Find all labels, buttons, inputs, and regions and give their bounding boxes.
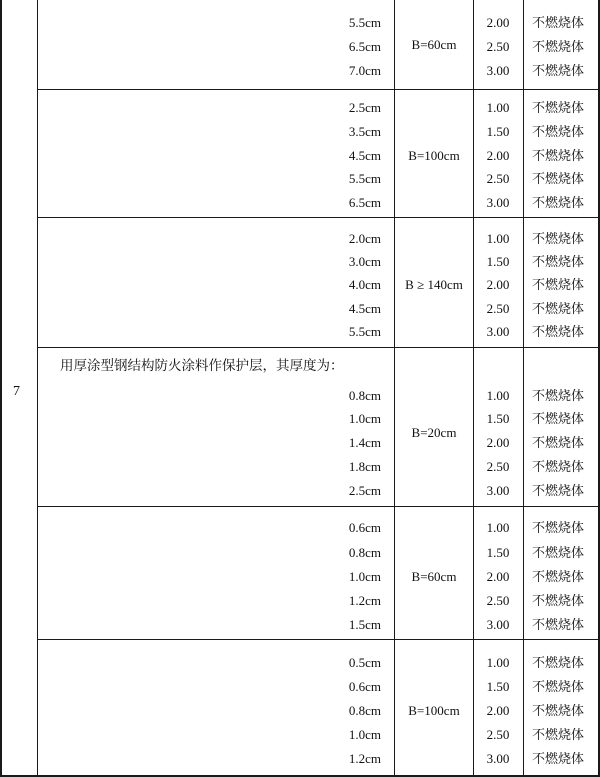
fire-limit-hours: 2.50: [486, 171, 510, 186]
thickness-value: 0.8cm: [348, 545, 381, 560]
thickness-value: 1.5cm: [348, 617, 381, 632]
width-label: B=20cm: [411, 425, 457, 440]
thickness-value: 5.5cm: [348, 15, 381, 30]
fire-limit-hours: 2.00: [486, 435, 510, 450]
table-divider-limit: [523, 0, 524, 777]
component-class: 不燃烧体: [532, 324, 585, 339]
thickness-value: 7.0cm: [348, 63, 381, 78]
component-class: 不燃烧体: [532, 124, 585, 139]
component-class: 不燃烧体: [532, 545, 585, 560]
component-class: 不燃烧体: [532, 63, 585, 78]
component-class: 不燃烧体: [532, 617, 585, 632]
fire-limit-hours: 2.50: [486, 593, 510, 608]
component-class: 不燃烧体: [532, 520, 585, 535]
thickness-value: 1.0cm: [348, 411, 381, 426]
fire-limit-hours: 2.00: [486, 15, 510, 30]
thickness-value: 2.0cm: [348, 231, 381, 246]
thickness-value: 1.2cm: [348, 593, 381, 608]
thickness-value: 0.8cm: [348, 388, 381, 403]
fire-limit-hours: 3.00: [486, 195, 510, 210]
component-class: 不燃烧体: [532, 435, 585, 450]
group-divider: [37, 89, 600, 90]
width-label: B=60cm: [411, 37, 457, 52]
fire-limit-hours: 2.50: [486, 39, 510, 54]
component-class: 不燃烧体: [532, 655, 585, 670]
fire-limit-hours: 3.00: [486, 63, 510, 78]
component-class: 不燃烧体: [532, 39, 585, 54]
fire-limit-hours: 1.00: [486, 100, 510, 115]
component-class: 不燃烧体: [532, 569, 585, 584]
thickness-value: 5.5cm: [348, 324, 381, 339]
thickness-value: 3.0cm: [348, 254, 381, 269]
component-class: 不燃烧体: [532, 195, 585, 210]
component-class: 不燃烧体: [532, 388, 585, 403]
component-class: 不燃烧体: [532, 459, 585, 474]
group-intro: 用厚涂型钢结构防火涂料作保护层，其厚度为：: [60, 358, 344, 373]
thickness-value: 5.5cm: [348, 171, 381, 186]
group-divider: [37, 639, 600, 640]
thickness-value: 3.5cm: [348, 124, 381, 139]
fire-limit-hours: 1.50: [486, 679, 510, 694]
thickness-value: 4.5cm: [348, 148, 381, 163]
width-label: B=60cm: [411, 569, 457, 584]
width-label: B=100cm: [408, 703, 460, 718]
component-class: 不燃烧体: [532, 751, 585, 766]
component-class: 不燃烧体: [532, 301, 585, 316]
fire-limit-hours: 3.00: [486, 617, 510, 632]
group-divider: [37, 506, 600, 507]
thickness-value: 2.5cm: [348, 483, 381, 498]
thickness-value: 4.0cm: [348, 277, 381, 292]
component-class: 不燃烧体: [532, 679, 585, 694]
thickness-value: 1.2cm: [348, 751, 381, 766]
fire-limit-hours: 2.00: [486, 148, 510, 163]
group-divider: [37, 217, 600, 218]
thickness-value: 1.8cm: [348, 459, 381, 474]
component-class: 不燃烧体: [532, 411, 585, 426]
component-class: 不燃烧体: [532, 231, 585, 246]
thickness-value: 4.5cm: [348, 301, 381, 316]
thickness-value: 0.5cm: [348, 655, 381, 670]
fire-limit-hours: 2.50: [486, 727, 510, 742]
component-class: 不燃烧体: [532, 171, 585, 186]
width-label: B=100cm: [408, 148, 460, 163]
component-class: 不燃烧体: [532, 727, 585, 742]
fire-limit-hours: 1.50: [486, 411, 510, 426]
thickness-value: 1.0cm: [348, 569, 381, 584]
fire-limit-hours: 1.00: [486, 520, 510, 535]
fire-limit-hours: 1.00: [486, 231, 510, 246]
fire-limit-hours: 2.00: [486, 277, 510, 292]
component-class: 不燃烧体: [532, 483, 585, 498]
thickness-value: 0.6cm: [348, 520, 381, 535]
thickness-value: 0.6cm: [348, 679, 381, 694]
thickness-value: 0.8cm: [348, 703, 381, 718]
component-class: 不燃烧体: [532, 100, 585, 115]
group-divider: [37, 347, 600, 348]
component-class: 不燃烧体: [532, 593, 585, 608]
component-class: 不燃烧体: [532, 703, 585, 718]
component-class: 不燃烧体: [532, 277, 585, 292]
fire-limit-hours: 1.50: [486, 254, 510, 269]
component-class: 不燃烧体: [532, 254, 585, 269]
fire-limit-hours: 3.00: [486, 324, 510, 339]
fire-limit-hours: 3.00: [486, 483, 510, 498]
thickness-value: 1.4cm: [348, 435, 381, 450]
table-divider-width-left: [394, 0, 395, 777]
fire-limit-hours: 3.00: [486, 751, 510, 766]
fire-limit-hours: 1.00: [486, 655, 510, 670]
thickness-value: 2.5cm: [348, 100, 381, 115]
fire-limit-hours: 2.00: [486, 569, 510, 584]
thickness-value: 6.5cm: [348, 39, 381, 54]
fire-limit-hours: 2.50: [486, 459, 510, 474]
component-class: 不燃烧体: [532, 148, 585, 163]
fire-limit-hours: 2.00: [486, 703, 510, 718]
fire-limit-hours: 2.50: [486, 301, 510, 316]
fire-limit-hours: 1.00: [486, 388, 510, 403]
table-border-left: [0, 0, 2, 777]
thickness-value: 1.0cm: [348, 727, 381, 742]
thickness-value: 6.5cm: [348, 195, 381, 210]
table-divider-number-column: [37, 0, 38, 777]
width-label: B ≥ 140cm: [405, 277, 463, 292]
fire-limit-hours: 1.50: [486, 545, 510, 560]
table-divider-width-right: [473, 0, 474, 777]
component-class: 不燃烧体: [532, 15, 585, 30]
fire-limit-hours: 1.50: [486, 124, 510, 139]
row-number: 7: [13, 384, 20, 399]
